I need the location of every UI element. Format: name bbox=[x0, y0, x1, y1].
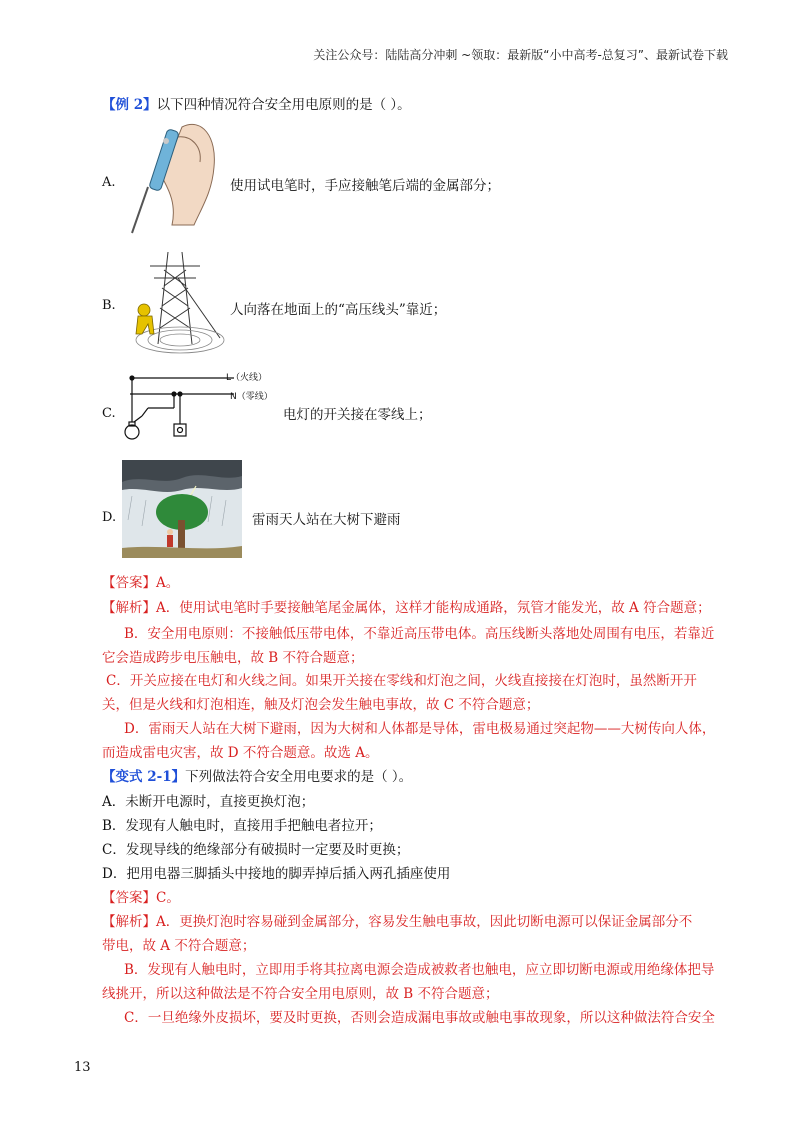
high-voltage-tower-image bbox=[120, 248, 228, 354]
test-pen-hand-image bbox=[122, 107, 232, 235]
variant-option: B．发现有人触电时，直接用手把触电者拉开； bbox=[102, 818, 382, 834]
example-analysis-line: 关，但是火线和灯泡相连，触及灯泡会发生触电事故，故 C 不符合题意； bbox=[102, 697, 540, 713]
option-d-letter: D. bbox=[102, 510, 117, 525]
option-b-text: 人向落在地面上的“高压线头”靠近； bbox=[230, 302, 447, 318]
option-a-letter: A. bbox=[102, 175, 116, 190]
variant-analysis-line bbox=[102, 912, 692, 932]
example-analysis-line: 它会造成跨步电压触电，故 B 不符合题意； bbox=[102, 650, 364, 666]
option-b-letter: B. bbox=[102, 298, 116, 313]
variant-analysis-tag: 【解析】 bbox=[102, 914, 156, 930]
example-analysis-line: D．雷雨天人站在大树下避雨，因为大树和人体都是导体，雷电极易通过突起物——大树传向人体， bbox=[124, 721, 716, 737]
variant-analysis-line: 线挑开，所以这种做法是不符合安全用电原则，故 B 不符合题意； bbox=[102, 986, 499, 1002]
variant-analysis-line: C．一旦绝缘外皮损坏，要及时更换，否则会造成漏电事故或触电事故现象，所以这种做法符合安全 bbox=[124, 1010, 715, 1026]
example-answer bbox=[102, 573, 179, 593]
variant-option: A．未断开电源时，直接更换灯泡； bbox=[102, 794, 315, 810]
variant-option: D．把用电器三脚插头中接地的脚弄掉后插入两孔插座使用 bbox=[102, 866, 451, 882]
page-number: 13 bbox=[74, 1060, 91, 1075]
option-d-text: 雷雨天人站在大树下避雨 bbox=[252, 512, 401, 528]
thunderstorm-tree-image bbox=[122, 460, 242, 558]
example-analysis-line: 而造成雷电灾害，故 D 不符合题意。故选 A。 bbox=[102, 745, 379, 761]
example-answer-value: A。 bbox=[156, 575, 180, 591]
variant-answer bbox=[102, 888, 180, 908]
variant-answer-tag: 【答案】 bbox=[102, 890, 156, 906]
example-analysis-tag: 【解析】 bbox=[102, 600, 156, 616]
variant-option: C．发现导线的绝缘部分有破损时一定要及时更换； bbox=[102, 842, 410, 858]
variant-tag: 【变式 2-1】 bbox=[102, 769, 186, 785]
example-analysis-line: B．安全用电原则：不接触低压带电体，不靠近高压带电体。高压线断头落地处周围有电压，若靠近 bbox=[124, 626, 715, 642]
variant-question bbox=[102, 767, 412, 787]
example-tag: 【例 2】 bbox=[102, 97, 157, 113]
variant-question-text: 下列做法符合安全用电要求的是（ ）。 bbox=[185, 769, 413, 785]
variant-answer-value: C。 bbox=[156, 890, 180, 906]
example-answer-tag: 【答案】 bbox=[102, 575, 156, 591]
option-c-text: 电灯的开关接在零线上； bbox=[283, 407, 432, 423]
page-header: 关注公众号：陆陆高分冲刺 ~领取：最新版“小中高考-总复习”、最新试卷下载 bbox=[313, 48, 728, 62]
option-c-letter: C. bbox=[102, 406, 116, 421]
variant-analysis-line: B．发现有人触电时，立即用手将其拉离电源会造成被救者也触电，应立即切断电源或用绝缘体把导 bbox=[124, 962, 715, 978]
example-analysis-line: C．开关应接在电灯和火线之间。如果开关接在零线和灯泡之间，火线直接接在灯泡时，虽然断开开 bbox=[106, 673, 697, 689]
live-wire-label: L（火线） bbox=[226, 373, 268, 383]
analysis-text: A．使用试电笔时手要接触笔尾金属体，这样才能构成通路，氖管才能发光，故 A 符合题意； bbox=[156, 600, 711, 616]
example-analysis-line bbox=[102, 598, 711, 618]
analysis-text: A．更换灯泡时容易碰到金属部分，容易发生触电事故，因此切断电源可以保证金属部分不 bbox=[156, 914, 693, 930]
neutral-wire-label: N（零线） bbox=[230, 392, 273, 402]
option-a-text: 使用试电笔时，手应接触笔后端的金属部分； bbox=[230, 178, 500, 194]
example-question-text: 以下四种情况符合安全用电原则的是（ ）。 bbox=[156, 97, 411, 113]
variant-analysis-line: 带电，故 A 不符合题意； bbox=[102, 938, 256, 954]
